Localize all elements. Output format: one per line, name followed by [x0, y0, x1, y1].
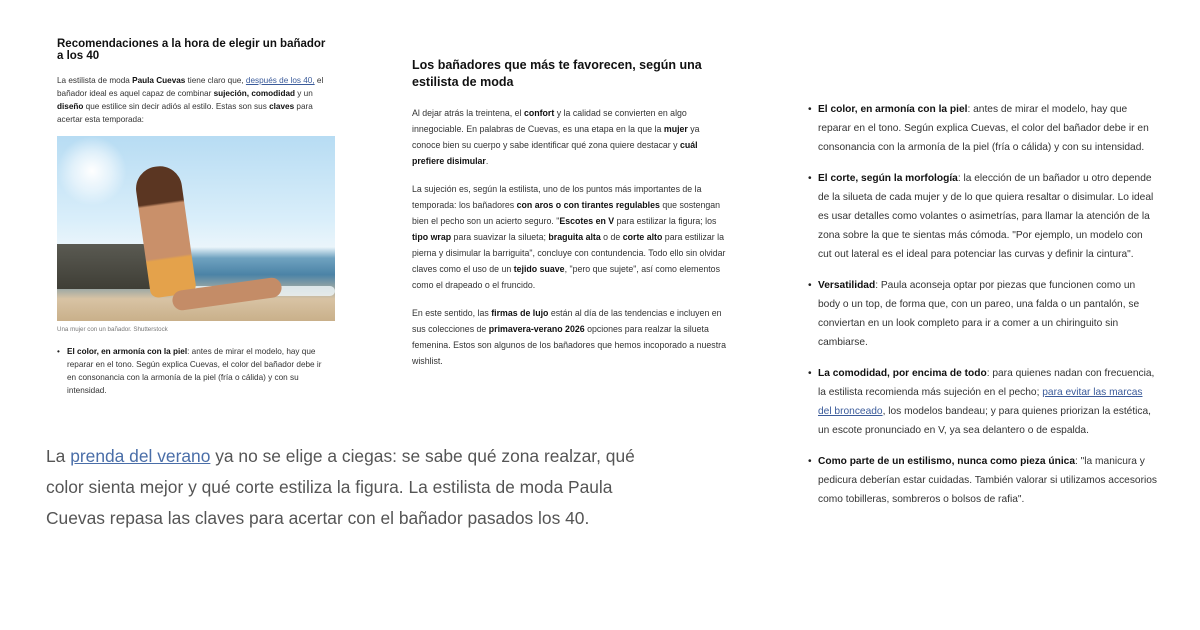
photo-caption: Una mujer con un bañador. Shutterstock	[57, 326, 168, 333]
left-article-column	[57, 38, 327, 397]
list-item: • El color, en armonía con la piel: antes de mirar el modelo, hay que reparar en el tono. Según explica Cuevas, el color del bañador debe ir en consonancia con la armonía de la piel (fría o cálida) y con su intensidad.	[67, 345, 327, 397]
standfirst-block	[46, 441, 646, 534]
intro-paragraph: La estilista de moda Paula Cuevas tiene claro que, después de los 40, el bañador ideal es aquel capaz de combinar sujeción, comodidad y un diseño que estilice sin decir adiós al estilo. Estas son sus claves para acertar esta temporada:	[57, 76, 324, 124]
favorite-swimsuits-heading: Los bañadores que más te favorecen, según una estilista de moda	[412, 58, 702, 89]
paragraph-sujecion: La sujeción es, según la estilista, uno de los puntos más importantes de la temporada: los bañadores con aros o con tirantes regulables que sostengan bien el pecho son un acierto seguro. "Escotes en V para estilizar la figura; los tipo wrap para suavizar la silueta; braguita alta o de corte alto para estilizar la pierna y disimular la barriguita", concluye con contundencia. Todo ello sin olvidar claves como el uso de un tejido suave, "pero que sujete", así como elementos como el drapeado o el fruncido.	[412, 184, 726, 290]
col1-bullet-list	[57, 345, 327, 397]
after-40-link[interactable]: después de los 40,	[245, 76, 315, 85]
standfirst-text: La prenda del verano ya no se elige a ciegas: se sabe qué zona realzar, qué color sienta mejor y qué corte estiliza la figura. La estilista de moda Paula Cuevas repasa las claves para acertar con el bañador pasados los 40.	[46, 446, 635, 528]
paragraph-firmas: En este sentido, las firmas de lujo están al día de las tendencias e incluyen en sus colecciones de primavera-verano 2026 opciones para realzar la silueta femenina. Estos son algunos de los bañadores que hemos incoporado a nuestra wishlist.	[412, 308, 726, 366]
list-item: • La comodidad, por encima de todo: para quienes nadan con frecuencia, la estilista recomienda más sujeción en el pecho; para evitar las marcas del bronceado, los modelos bandeau; y para quienes priorizan la estética, un escote pronunciado en V, ya sea delantero o de espalda.	[818, 364, 1158, 440]
right-article-column	[808, 100, 1158, 521]
beach-swimsuit-photo	[57, 136, 335, 321]
tan-lines-link[interactable]: para evitar las marcas del bronceado	[818, 387, 1143, 417]
list-item: • El corte, según la morfología: la elección de un bañador u otro depende de la silueta de cada mujer y de lo que quiera resaltar o disimular. Lo ideal es usar detalles como volantes o asimetrías, para llamar la atención de la zona sobre la que te sientas más cómoda. "Por ejemplo, un modelo con cut out lateral es el ideal para potenciar las curvas y definir la cintura".	[818, 169, 1158, 264]
summer-garment-link[interactable]: prenda del verano	[70, 446, 211, 466]
keys-bullet-list	[808, 100, 1158, 509]
list-item: • El color, en armonía con la piel: antes de mirar el modelo, hay que reparar en el tono. Según explica Cuevas, el color del bañador debe ir en consonancia con la armonía de la piel (fría o cálida) y con su intensidad.	[818, 100, 1158, 157]
recommendations-heading: Recomendaciones a la hora de elegir un bañador a los 40	[57, 38, 326, 62]
list-item: • Como parte de un estilismo, nunca como pieza única: "la manicura y pedicura deberían estar cuidadas. También valorar si utilizamos accesorios como tobilleras, sombreros o bolsos de rafia".	[818, 452, 1158, 509]
middle-article-column	[412, 57, 730, 381]
paragraph-confort: Al dejar atrás la treintena, el confort y la calidad se convierten en algo innegociable. En palabras de Cuevas, es una etapa en la que la mujer ya conoce bien su cuerpo y sabe identificar qué zona quiere destacar y cuál prefiere disimular.	[412, 108, 700, 166]
list-item: • Versatilidad: Paula aconseja optar por piezas que funcionen como un body o un top, de forma que, con un pareo, una falda o un pantalón, se conviertan en un look completo para ir a comer a un chiringuito sin cambiarse.	[818, 276, 1158, 352]
